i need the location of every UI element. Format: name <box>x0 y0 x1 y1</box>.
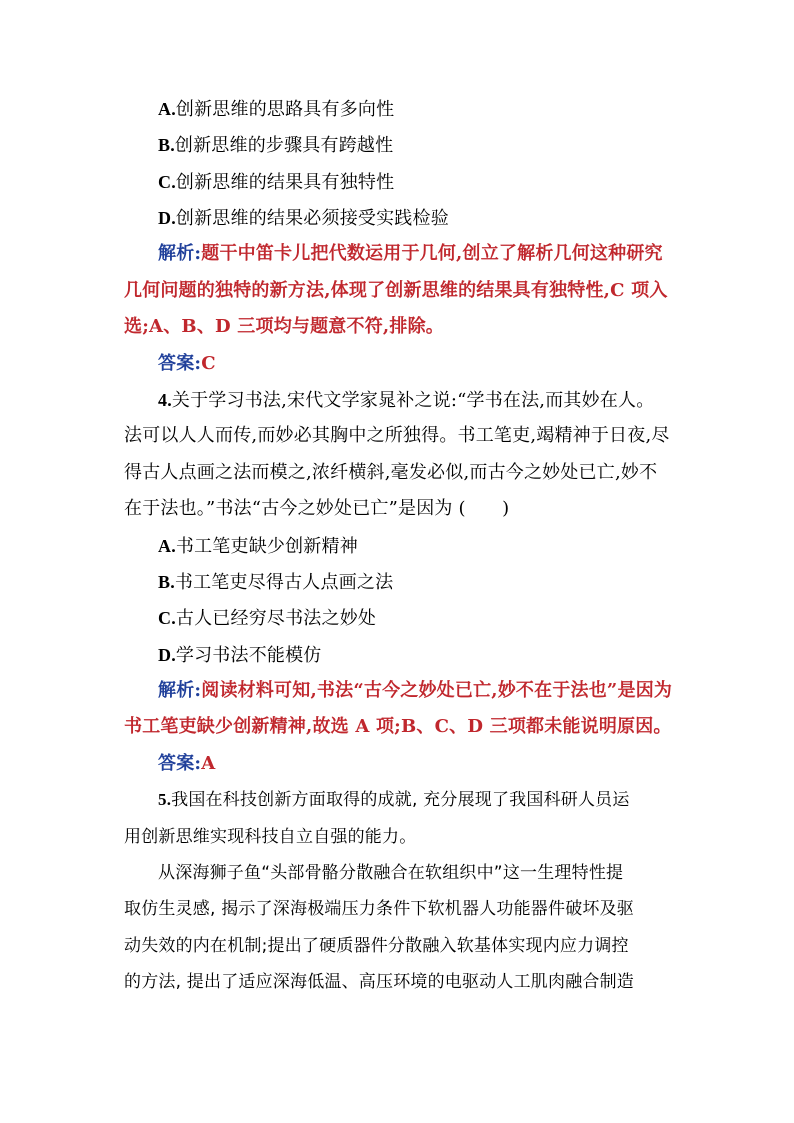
q4-option-b: B.书工笔吏尽得古人点画之法 <box>158 572 394 593</box>
q4-stem-line-4: 在于法也。”书法“古今之妙处已亡”是因为 ( ) <box>124 498 510 519</box>
q4-analysis-line-1: 解析:阅读材料可知,书法“古今之妙处已亡,妙不在于法也”是因为 <box>158 680 673 701</box>
q3-analysis-line-3: 选;A、B、D 三项均与题意不符,排除。 <box>124 316 444 337</box>
q3-analysis-line-1: 解析:题干中笛卡儿把代数运用于几何,创立了解析几何这种研究 <box>158 243 663 264</box>
q3-option-b: B.创新思维的步骤具有跨越性 <box>158 135 394 156</box>
q3-option-c: C.创新思维的结果具有独特性 <box>158 172 395 193</box>
q5-stem-line-2: 用创新思维实现科技自立自强的能力。 <box>124 827 417 847</box>
q5-material-line-2: 取仿生灵感, 揭示了深海极端压力条件下软机器人功能器件破坏及驱 <box>124 899 635 919</box>
q3-analysis-label: 解析: <box>158 243 202 264</box>
q4-answer: 答案:A <box>158 753 216 774</box>
q3-answer: 答案:C <box>158 353 216 374</box>
q4-option-a: A.书工笔吏缺少创新精神 <box>158 536 358 557</box>
q4-analysis-label: 解析: <box>158 680 202 701</box>
q4-option-c: C.古人已经穷尽书法之妙处 <box>158 608 377 629</box>
q4-stem-line-2: 法可以人人而传,而妙必其胸中之所独得。书工笔吏,竭精神于日夜,尽 <box>124 425 670 446</box>
q5-material-line-3: 动失效的内在机制;提出了硬质器件分散融入软基体实现内应力调控 <box>124 936 629 956</box>
q5-number: 5. <box>158 790 172 809</box>
q5-material-line-1: 从深海狮子鱼“头部骨骼分散融合在软组织中”这一生理特性提 <box>158 863 624 883</box>
q3-option-a: A.创新思维的思路具有多向性 <box>158 99 395 120</box>
q4-option-d: D.学习书法不能模仿 <box>158 645 322 666</box>
q3-option-d: D.创新思维的结果必须接受实践检验 <box>158 208 449 229</box>
q4-stem-line-1: 4.关于学习书法,宋代文学家晁补之说:“学书在法,而其妙在人。 <box>158 390 655 411</box>
q5-stem-line-1: 5.我国在科技创新方面取得的成就, 充分展现了我国科研人员运 <box>158 790 630 810</box>
q4-stem-line-3: 得古人点画之法而模之,浓纤横斜,毫发必似,而古今之妙处已亡,妙不 <box>124 462 658 483</box>
q4-analysis-line-2: 书工笔吏缺少创新精神,故选 A 项;B、C、D 三项都未能说明原因。 <box>124 716 672 737</box>
q3-analysis-line-2: 几何问题的独特的新方法,体现了创新思维的结果具有独特性,C 项入 <box>124 280 668 301</box>
q4-number: 4. <box>158 390 172 410</box>
q5-material-line-4: 的方法, 提出了适应深海低温、高压环境的电驱动人工肌肉融合制造 <box>124 972 635 992</box>
